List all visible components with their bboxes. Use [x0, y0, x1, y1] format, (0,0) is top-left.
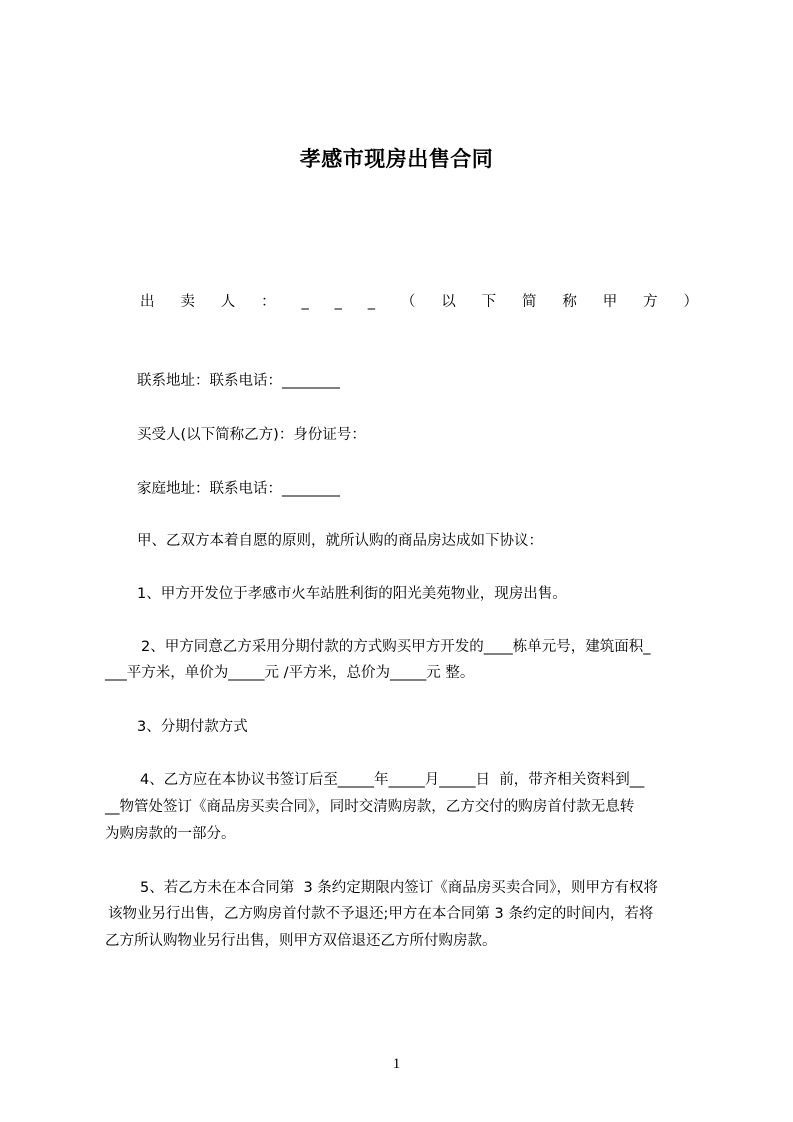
seller-contact: 联系地址：联系电话：________ [137, 373, 340, 389]
clause-1: 1、甲方开发位于孝感市火车站胜利街的阳光美苑物业，现房出售。 [137, 586, 567, 602]
clause-2-line-1: 2、甲方同意乙方采用分期付款的方式购买甲方开发的____栋单元号，建筑面积_ [141, 639, 651, 655]
seller-line-char: ： [261, 294, 276, 310]
clause-5-line-3: 乙方所认购物业另行出售，则甲方双倍退还乙方所付购房款。 [105, 933, 497, 949]
seller-line-char: 出 [140, 294, 155, 310]
buyer-line: 买受人(以下简称乙方)：身份证号： [137, 427, 366, 443]
clause-5-line-2: 该物业另行出售，乙方购房首付款不予退还;甲方在本合同第 3 条约定的时间内，若将 [108, 906, 654, 922]
seller-line-char: 卖 [180, 294, 195, 310]
seller-line-char: （ [400, 294, 416, 310]
seller-line-char: 下 [481, 294, 497, 310]
seller-line-char: 人 [220, 294, 236, 310]
clause-4-line-2: __物管处签订《商品房买卖合同》，同时交清购房款，乙方交付的购房首付款无息转 [105, 799, 635, 815]
clause-2-line-2: ___平方米，单价为_____元 /平方米，总价为_____元 整。 [105, 665, 475, 681]
seller-line-char: _ [334, 294, 342, 310]
preamble: 甲、乙双方本着自愿的原则，就所认购的商品房达成如下协议： [137, 533, 543, 549]
clause-5-line-1: 5、若乙方未在本合同第 3 条约定期限内签订《商品房买卖合同》，则甲方有权将 [140, 880, 659, 896]
seller-line [140, 292, 698, 312]
page-number: 1 [392, 1056, 401, 1072]
clause-4-line-1: 4、乙方应在本协议书签订后至_____年_____月_____日 前，带齐相关资料到__ [140, 772, 645, 788]
clause-4-line-3: 为购房款的一部分。 [105, 826, 236, 842]
clause-3: 3、分期付款方式 [137, 719, 248, 735]
seller-line-char: 以 [441, 294, 456, 310]
seller-line-char: _ [367, 294, 375, 310]
seller-line-char: 方 [643, 294, 658, 310]
seller-line-char: 称 [562, 294, 577, 310]
seller-line-char: 简 [522, 294, 537, 310]
document-title: 孝感市现房出售合同 [299, 147, 494, 171]
seller-line-char: 甲 [602, 294, 618, 310]
seller-line-char: _ [301, 294, 309, 310]
buyer-contact: 家庭地址：联系电话：________ [137, 481, 340, 497]
seller-line-char: ） [683, 294, 698, 310]
